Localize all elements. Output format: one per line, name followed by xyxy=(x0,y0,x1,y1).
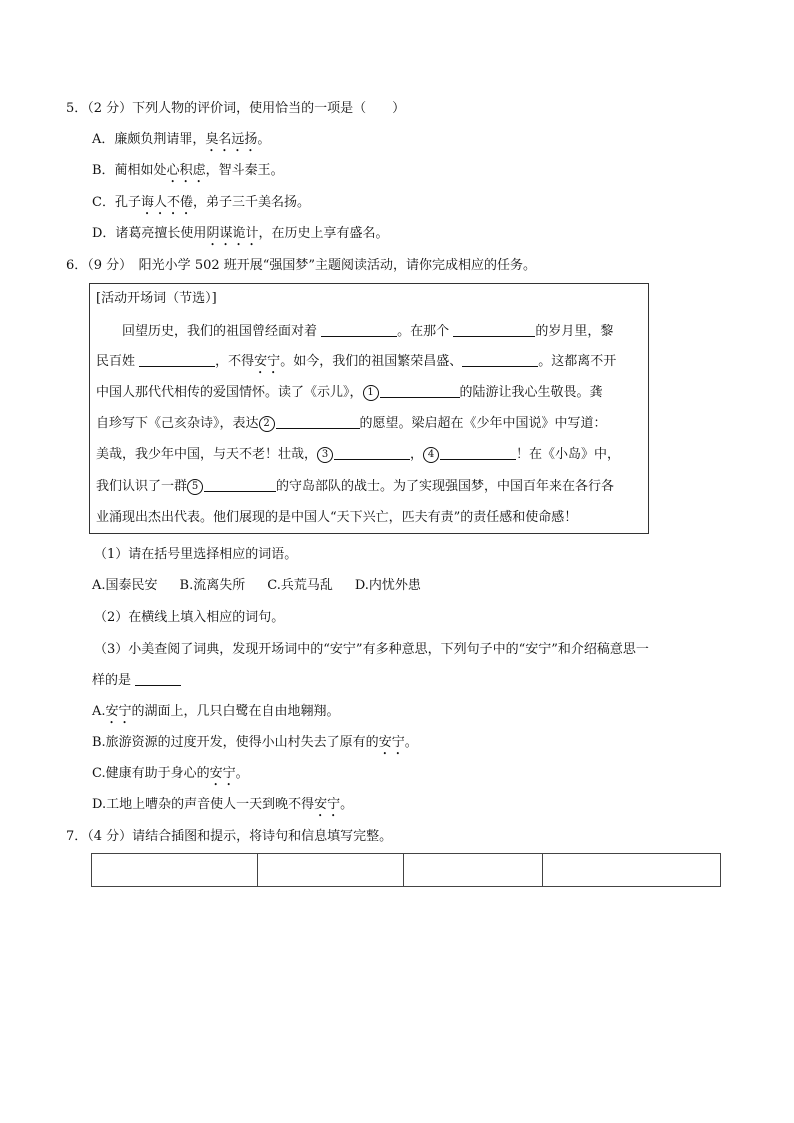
box-line-6: 我们认识了一群 5 的守岛部队的战士。为了实现强国梦，中国百年来在各行各 xyxy=(96,479,615,494)
blank-line[interactable] xyxy=(139,352,215,367)
q5-stem: 5．（2 分）下列人物的评价词，使用恰当的一项是（ ） xyxy=(66,101,406,116)
blank-line[interactable] xyxy=(276,414,360,429)
box-line-1: 回望历史，我们的祖国曾经面对着 。在那个 的岁月里，黎 xyxy=(122,324,614,339)
q6-sub3: （3）小美查阅了词典，发现开场词中的“安宁”有多种意思，下列句子中的“安宁”和介绍稿意思一 xyxy=(94,642,649,657)
blank-line[interactable] xyxy=(204,477,276,492)
circled-number-5: 5 xyxy=(187,479,203,495)
box-line-3: 中国人那代代相传的爱国情怀。读了《示儿》， 1 的陆游让我心生敬畏。龚 xyxy=(96,385,603,400)
q6-option-c: C.健康有助于身心的安宁。 xyxy=(92,766,249,781)
q6-sub2: （2）在横线上填入相应的词句。 xyxy=(94,610,285,625)
table-cell[interactable] xyxy=(543,854,721,887)
circled-number-4: 4 xyxy=(423,447,439,463)
q5-option-c: C．孔子诲人不倦，弟子三千美名扬。 xyxy=(92,195,310,210)
blank-line[interactable] xyxy=(453,322,535,337)
choice-c: C.兵荒马乱 xyxy=(267,578,333,593)
box-line-4: 自珍写下《己亥杂诗》，表达 2 的愿望。梁启超在《少年中国说》中写道： xyxy=(96,416,607,431)
choice-a: A.国泰民安 xyxy=(92,578,158,593)
circled-number-3: 3 xyxy=(317,447,333,463)
box-line-5: 美哉，我少年中国，与天不老！壮哉， 3 ， 4 ！在《小岛》中， xyxy=(96,447,621,462)
table-cell[interactable] xyxy=(92,854,258,887)
q5-option-d: D．诸葛亮擅长使用阴谋诡计，在历史上享有盛名。 xyxy=(92,226,389,241)
q7-stem: 7．（4 分）请结合插图和提示，将诗句和信息填写完整。 xyxy=(66,829,393,844)
q7-table xyxy=(91,853,721,887)
blank-line[interactable] xyxy=(440,445,516,460)
q6-choices xyxy=(92,576,421,596)
q6-option-a: A.安宁的湖面上，几只白鹭在自由地翱翔。 xyxy=(92,704,340,719)
table-cell[interactable] xyxy=(404,854,543,887)
q6-sub3-cont: 样的是 xyxy=(92,671,181,691)
blank-line[interactable] xyxy=(462,352,538,367)
q6-option-b: B.旅游资源的过度开发，使得小山村失去了原有的安宁。 xyxy=(92,735,418,750)
q6-stem: 6．（9 分） 阳光小学 502 班开展“强国梦”主题阅读活动，请你完成相应的任务。 xyxy=(66,258,537,273)
q6-sub1: （1）请在括号里选择相应的词语。 xyxy=(94,547,298,562)
circled-number-2: 2 xyxy=(259,416,275,432)
q6-option-d: D.工地上嘈杂的声音使人一天到晚不得安宁。 xyxy=(92,797,354,812)
blank-line[interactable] xyxy=(334,445,410,460)
blank-line[interactable] xyxy=(380,383,460,398)
table-row xyxy=(92,854,721,887)
blank-line[interactable] xyxy=(321,322,397,337)
box-heading: [活动开场词（节选）] xyxy=(96,291,217,306)
activity-opening-box xyxy=(89,283,649,534)
box-line-7: 业涌现出杰出代表。他们展现的是中国人“天下兴亡，匹夫有责”的责任感和使命感！ xyxy=(96,510,578,525)
box-line-2: 民百姓 ，不得安宁。如今，我们的祖国繁荣昌盛、 。这都离不开 xyxy=(96,354,617,369)
answer-blank[interactable] xyxy=(135,671,181,686)
choice-d: D.内忧外患 xyxy=(354,578,421,593)
circled-number-1: 1 xyxy=(363,385,379,401)
choice-b: B.流离失所 xyxy=(179,578,246,593)
table-cell[interactable] xyxy=(258,854,404,887)
q5-option-b: B．蔺相如处心积虑，智斗秦王。 xyxy=(92,163,284,178)
q5-option-a: A．廉颇负荆请罪，臭名远扬。 xyxy=(92,132,271,147)
